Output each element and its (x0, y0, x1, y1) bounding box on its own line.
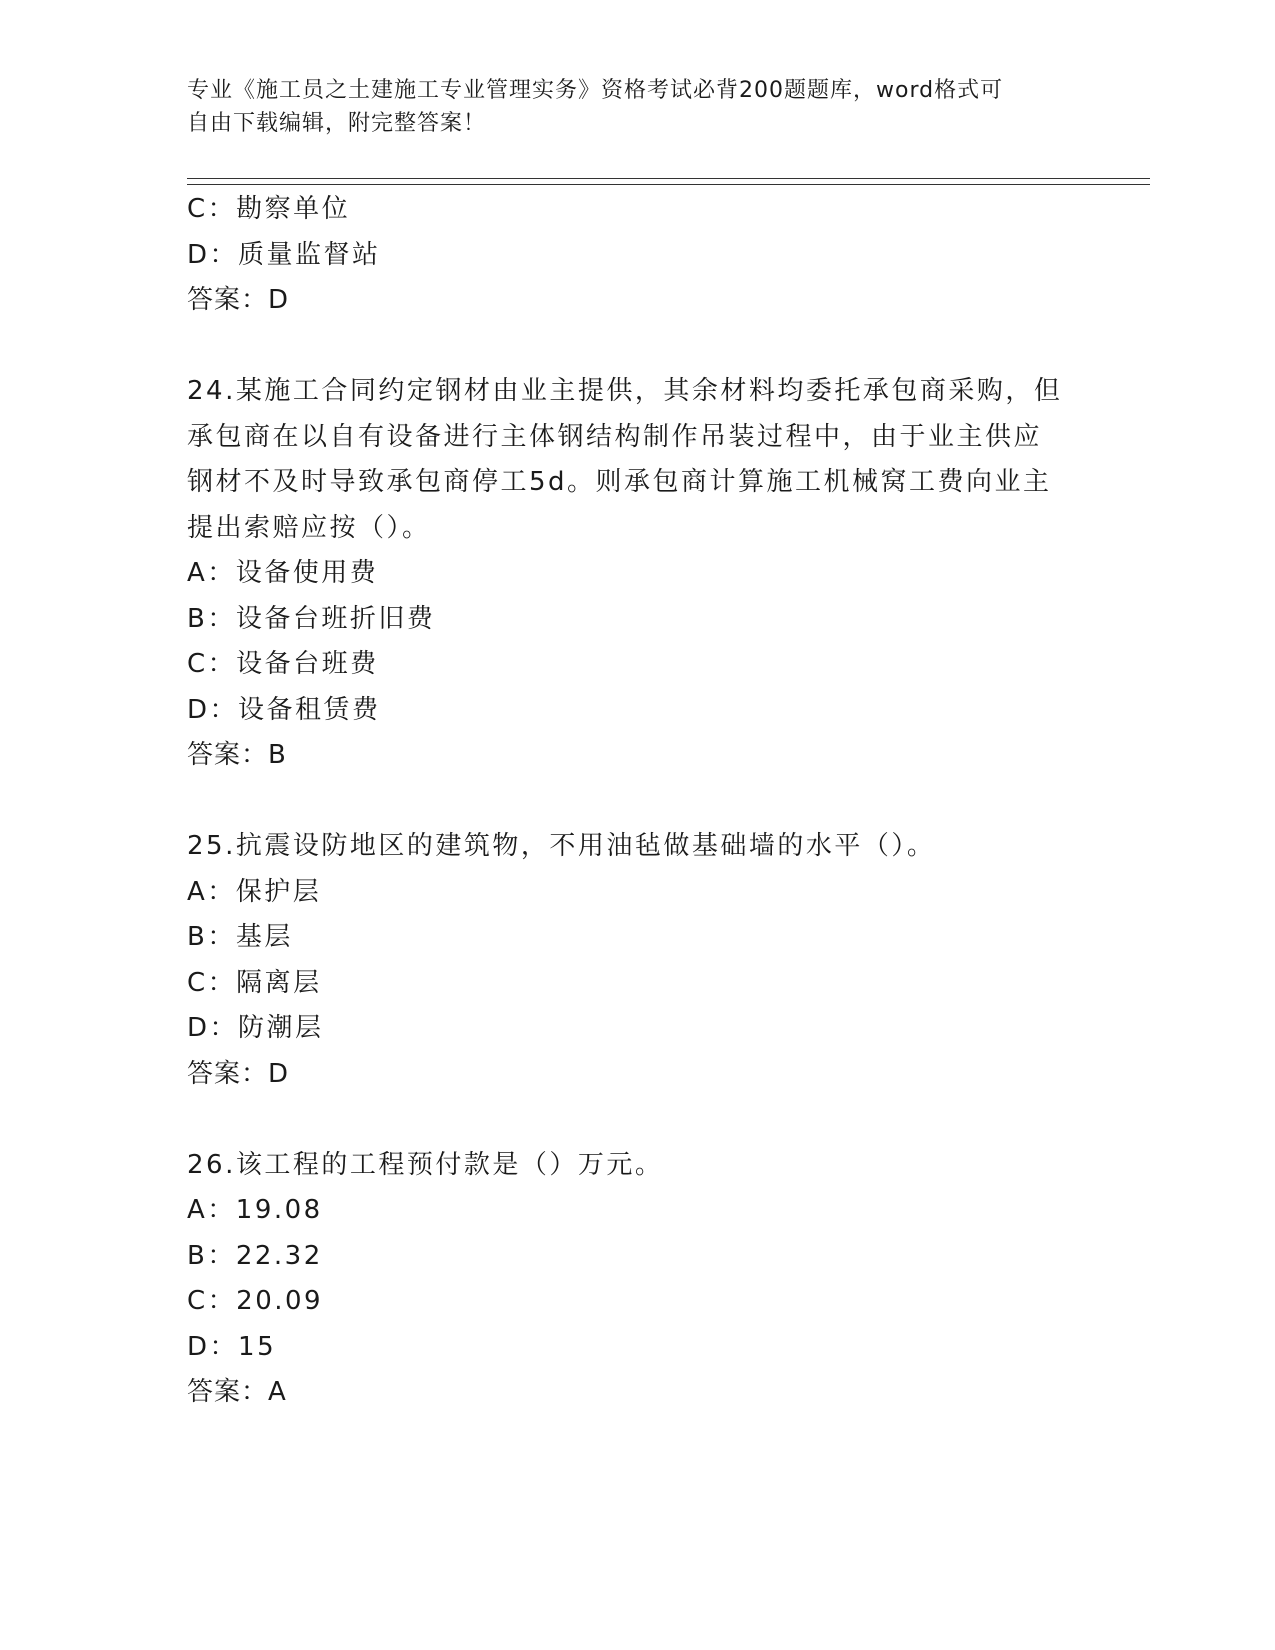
option-b: B：22.32 (187, 1240, 323, 1271)
option-d: D：质量监督站 (187, 239, 381, 270)
spacer (187, 324, 1087, 370)
question-24 (187, 369, 1087, 779)
spacer (187, 779, 1087, 825)
option-a: A：19.08 (187, 1195, 323, 1225)
option-c: C：20.09 (187, 1286, 324, 1316)
option-b: B：设备台班折旧费 (187, 603, 436, 634)
option-d: D：15 (187, 1331, 277, 1362)
option-d: D：防潮层 (187, 1013, 324, 1043)
answer: 答案：B (187, 740, 287, 770)
question-stem-line: 提出索赔应按（）。 (187, 512, 431, 543)
page-header (187, 74, 1087, 140)
question-stem-line: 承包商在以自有设备进行主体钢结构制作吊装过程中，由于业主供应 (187, 421, 1043, 452)
question-26 (187, 1143, 1087, 1416)
answer: 答案：D (187, 285, 290, 315)
document-body (187, 187, 1087, 1416)
header-divider-top (187, 178, 1150, 179)
question-23-tail (187, 187, 1087, 324)
option-a: A：设备使用费 (187, 558, 379, 588)
answer: 答案：A (187, 1377, 287, 1407)
option-b: B：基层 (187, 922, 293, 952)
question-stem-line: 25.抗震设防地区的建筑物，不用油毡做基础墙的水平（）。 (187, 831, 936, 861)
spacer (187, 1097, 1087, 1143)
question-stem-line: 26.该工程的工程预付款是（）万元。 (187, 1149, 664, 1180)
question-stem-line: 钢材不及时导致承包商停工5d。则承包商计算施工机械窝工费向业主 (187, 467, 1052, 497)
header-line-2: 自由下载编辑，附完整答案！ (187, 111, 487, 136)
question-stem-line: 24.某施工合同约定钢材由业主提供，其余材料均委托承包商采购，但 (187, 376, 1063, 406)
header-divider-bottom (187, 184, 1150, 185)
option-c: C：勘察单位 (187, 194, 351, 224)
option-d: D：设备租赁费 (187, 694, 381, 725)
option-a: A：保护层 (187, 876, 322, 907)
answer: 答案：D (187, 1058, 290, 1089)
option-c: C：设备台班费 (187, 649, 379, 679)
question-25 (187, 824, 1087, 1097)
option-c: C：隔离层 (187, 967, 322, 998)
header-line-1: 专业《施工员之土建施工专业管理实务》资格考试必背200题题库，word格式可 (187, 78, 1004, 103)
